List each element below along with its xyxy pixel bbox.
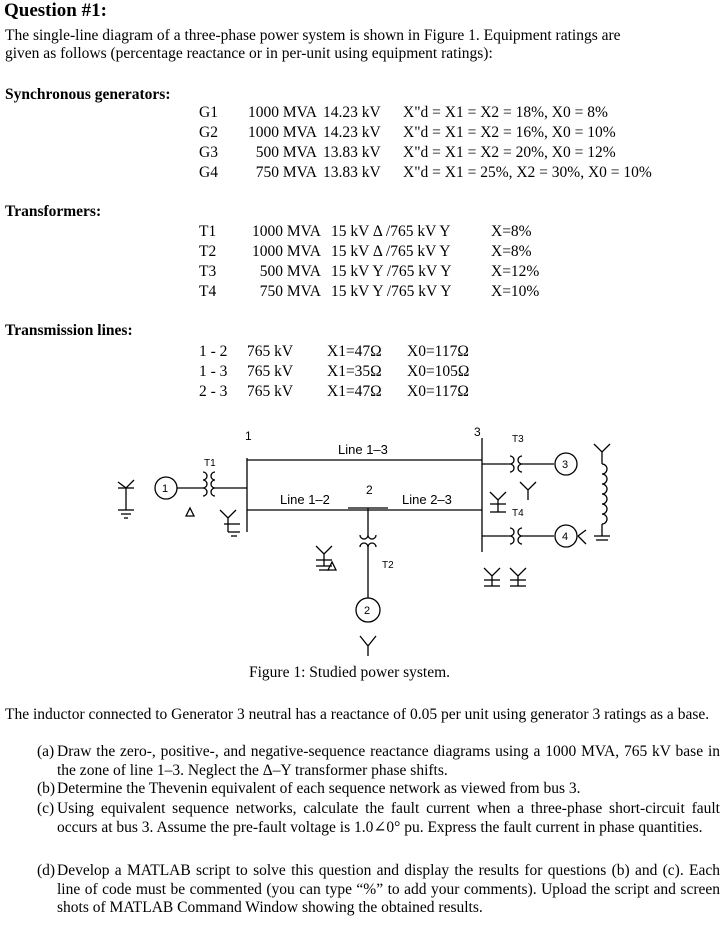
generator-row-name: G2 xyxy=(199,124,218,141)
question-c: (c) Using equivalent sequence networks, calculate the fault current when a three-phase short-circuit fault occurs at bus 3. Assume the pre-fault voltage is 1.0∠0° pu. Express the fault current in phase quantities. xyxy=(37,800,720,836)
transformers-table xyxy=(199,222,571,302)
line-1-3-label: Line 1–3 xyxy=(338,442,388,457)
generators-table xyxy=(199,103,683,183)
generator-row-kv: 13.83 kV xyxy=(323,164,381,181)
line-row-name: 1 - 3 xyxy=(199,363,228,380)
transformer-row-voltage: 15 kV Y /765 kV Y xyxy=(331,263,452,280)
line-row-name: 1 - 2 xyxy=(199,343,228,360)
t4-coil-left xyxy=(510,528,514,544)
generator-row-kv: 14.23 kV xyxy=(323,104,381,121)
transformer-row xyxy=(199,282,571,302)
figure-caption: Figure 1: Studied power system. xyxy=(249,664,451,681)
t1-coil-right xyxy=(211,472,215,496)
generator-row-name: G3 xyxy=(199,144,218,161)
question-a: (a) Draw the zero-, positive-, and negative-sequence reactance diagrams using a 1000 MVA, 765 kV base in the zone of line 1–3. Neglect the Δ–Y transformer phase shifts. xyxy=(37,743,720,779)
bus-1-label: 1 xyxy=(245,429,252,443)
line-row xyxy=(199,342,487,362)
transformer-row-name: T2 xyxy=(199,243,217,260)
generator-row-mva: 750 MVA xyxy=(255,164,317,181)
transformer-row-x: X=10% xyxy=(491,283,540,300)
generator-row-mva: 1000 MVA xyxy=(247,104,317,121)
generator-row-mva: 500 MVA xyxy=(255,144,317,161)
line-row-x1: X1=47Ω xyxy=(327,343,382,360)
generator-row-mva: 1000 MVA xyxy=(247,124,317,141)
t4-label: T4 xyxy=(512,508,524,519)
transformer-row-voltage: 15 kV Δ /765 kV Y xyxy=(331,243,451,260)
transformer-row-mva: 750 MVA xyxy=(259,283,321,300)
question-d: (d) Develop a MATLAB script to solve this question and display the results for questions (b) and (c). Each line of code must be commented (you can type “%” to add your comments). Upload the script and screen shots of MATLAB Command Window showing the obtained results. xyxy=(37,862,720,916)
t3-label: T3 xyxy=(512,434,524,445)
t2-label: T2 xyxy=(382,560,394,571)
generator-row-reactance: X"d = X1 = 25%, X2 = 30%, X0 = 10% xyxy=(403,164,652,181)
t3-coil-left xyxy=(510,456,514,472)
transformer-row-name: T1 xyxy=(199,223,217,240)
intro-line-2: given as follows (percentage reactance or in per-unit using equipment ratings): xyxy=(5,45,493,62)
t3-coil-right xyxy=(518,456,522,472)
generators-heading: Synchronous generators: xyxy=(5,86,171,103)
line-row-kv: 765 kV xyxy=(247,363,294,380)
lines-heading: Transmission lines: xyxy=(5,322,133,339)
inductor-paragraph: The inductor connected to Generator 3 neutral has a reactance of 0.05 per unit using generator 3 ratings as a base. xyxy=(5,706,710,723)
g4-label: 4 xyxy=(562,531,569,543)
transformers-heading: Transformers: xyxy=(5,203,102,220)
line-row-kv: 765 kV xyxy=(247,383,294,400)
generator-row-name: G4 xyxy=(199,164,218,181)
g1-label: 1 xyxy=(162,483,169,495)
single-line-diagram xyxy=(90,420,650,660)
generator-row-reactance: X"d = X1 = X2 = 18%, X0 = 8% xyxy=(403,104,608,121)
generator-row xyxy=(199,143,683,163)
transformer-row-voltage: 15 kV Y /765 kV Y xyxy=(331,283,452,300)
question-b: (b) Determine the Thevenin equivalent of each sequence network as viewed from bus 3. xyxy=(37,780,581,797)
transformer-row-mva: 500 MVA xyxy=(259,263,321,280)
transformer-row-mva: 1000 MVA xyxy=(251,223,321,240)
t1-coil-left xyxy=(203,472,207,496)
transformer-row-x: X=12% xyxy=(491,263,540,280)
t2-coil-bottom xyxy=(360,543,376,547)
t4-coil-right xyxy=(518,528,522,544)
transformer-row-x: X=8% xyxy=(491,243,532,260)
transformer-row xyxy=(199,222,571,242)
line-row-x0: X0=117Ω xyxy=(407,383,469,400)
line-row-x1: X1=47Ω xyxy=(327,383,382,400)
intro-line-1: The single-line diagram of a three-phase power system is shown in Figure 1. Equipment ratings are xyxy=(5,27,621,44)
transformer-row-mva: 1000 MVA xyxy=(251,243,321,260)
lines-table xyxy=(199,342,487,402)
generator-row-reactance: X"d = X1 = X2 = 16%, X0 = 10% xyxy=(403,124,616,141)
transformer-row-name: T4 xyxy=(199,283,217,300)
line-row xyxy=(199,362,487,382)
line-row-name: 2 - 3 xyxy=(199,383,228,400)
question-title: Question #1: xyxy=(4,0,107,21)
bus-2-label: 2 xyxy=(366,483,373,497)
g2-label: 2 xyxy=(364,605,371,617)
transformer-row xyxy=(199,262,571,282)
generator-row-kv: 14.23 kV xyxy=(323,124,381,141)
generator-row-reactance: X"d = X1 = X2 = 20%, X0 = 12% xyxy=(403,144,616,161)
line-row-x1: X1=35Ω xyxy=(327,363,382,380)
transformer-row xyxy=(199,242,571,262)
g3-neutral-inductor xyxy=(602,464,607,524)
line-row-kv: 765 kV xyxy=(247,343,294,360)
t1-label: T1 xyxy=(204,458,216,469)
line-1-2-label: Line 1–2 xyxy=(280,492,330,507)
line-row xyxy=(199,382,487,402)
generator-row-name: G1 xyxy=(199,104,218,121)
bus-3-label: 3 xyxy=(474,425,481,439)
transformer-row-x: X=8% xyxy=(491,223,532,240)
line-row-x0: X0=105Ω xyxy=(407,363,470,380)
g3-label: 3 xyxy=(562,459,569,471)
generator-row xyxy=(199,103,683,123)
line-2-3-label: Line 2–3 xyxy=(402,492,452,507)
generator-row xyxy=(199,163,683,183)
t2-coil-top xyxy=(360,535,376,539)
generator-row xyxy=(199,123,683,143)
transformer-row-name: T3 xyxy=(199,263,217,280)
generator-row-kv: 13.83 kV xyxy=(323,144,381,161)
transformer-row-voltage: 15 kV Δ /765 kV Y xyxy=(331,223,451,240)
line-row-x0: X0=117Ω xyxy=(407,343,469,360)
